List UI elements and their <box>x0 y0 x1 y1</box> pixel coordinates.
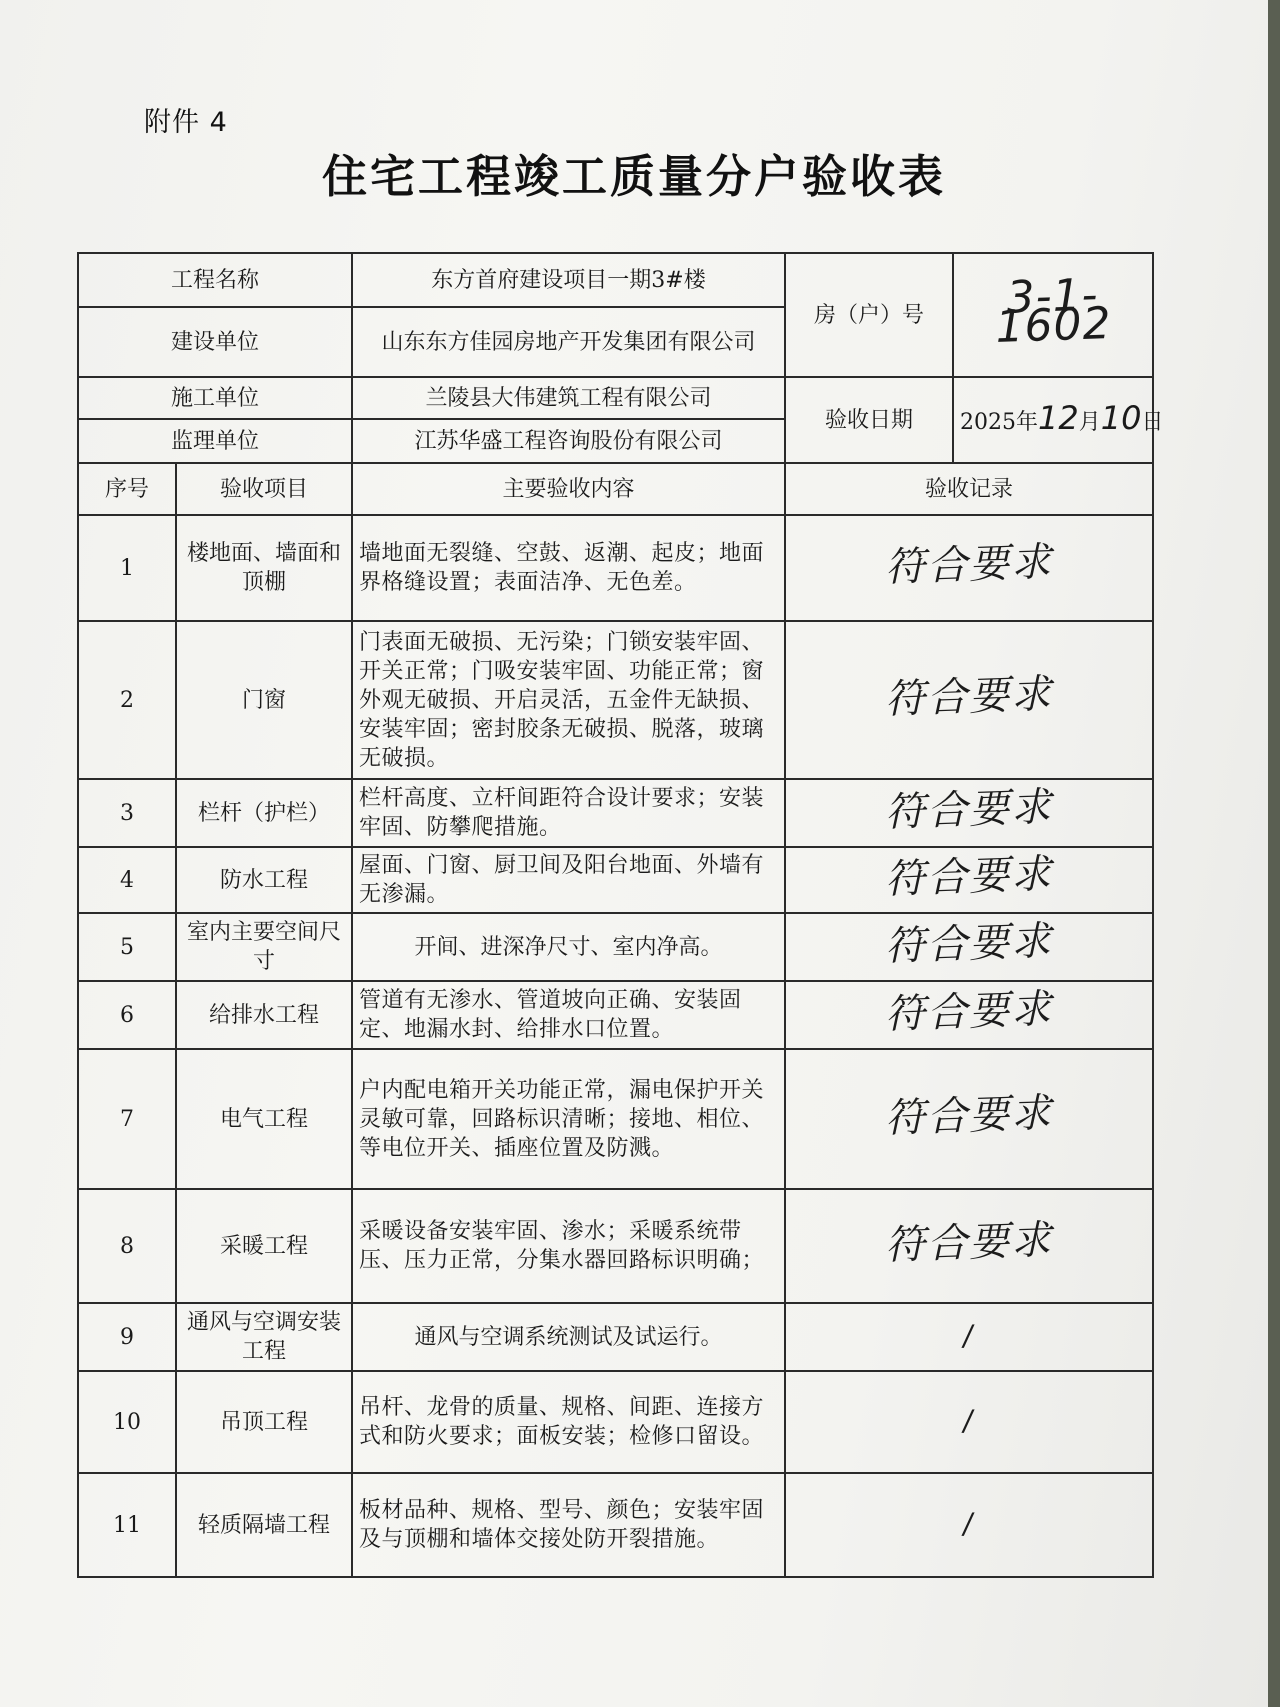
row-item: 通风与空调安装工程 <box>176 1303 352 1371</box>
row-record: / <box>962 1318 976 1353</box>
row-record: 符合要求 <box>884 985 1054 1038</box>
row-record: 符合要求 <box>884 670 1054 723</box>
date-month: 12 <box>1038 398 1079 437</box>
info-row-project <box>78 253 1153 307</box>
room-value: 3-1-1602 <box>994 269 1113 353</box>
column-header-no: 序号 <box>78 463 176 515</box>
row-content: 板材品种、规格、型号、颜色；安装牢固及与顶棚和墙体交接处防开裂措施。 <box>352 1473 785 1577</box>
row-content: 吊杆、龙骨的质量、规格、间距、连接方式和防火要求；面板安装；检修口留设。 <box>352 1371 785 1473</box>
row-content: 户内配电箱开关功能正常，漏电保护开关灵敏可靠，回路标识清晰；接地、相位、等电位开关、插座位置及防溅。 <box>352 1049 785 1189</box>
table-row <box>78 515 1153 621</box>
row-no: 8 <box>78 1189 176 1303</box>
row-record-cell <box>785 981 1153 1049</box>
row-item: 吊顶工程 <box>176 1371 352 1473</box>
date-day: 10 <box>1100 398 1142 437</box>
table-row <box>78 981 1153 1049</box>
row-item: 栏杆（护栏） <box>176 779 352 847</box>
row-record-cell <box>785 913 1153 981</box>
supervisor-value: 江苏华盛工程咨询股份有限公司 <box>352 419 785 463</box>
row-record: 符合要求 <box>884 783 1054 836</box>
table-row <box>78 621 1153 779</box>
row-no: 11 <box>78 1473 176 1577</box>
row-record-cell <box>785 1371 1153 1473</box>
date-value-cell <box>953 377 1164 463</box>
row-item: 采暖工程 <box>176 1189 352 1303</box>
supervisor-label: 监理单位 <box>78 419 352 463</box>
table-row <box>78 913 1153 981</box>
row-record-cell <box>785 1303 1153 1371</box>
row-record-cell <box>785 515 1153 621</box>
row-no: 9 <box>78 1303 176 1371</box>
row-content: 开间、进深净尺寸、室内净高。 <box>352 913 785 981</box>
date-day-unit: 日 <box>1141 409 1164 435</box>
date-label: 验收日期 <box>785 377 953 463</box>
row-item: 防水工程 <box>176 847 352 913</box>
table-row <box>78 1049 1153 1189</box>
row-no: 3 <box>78 779 176 847</box>
row-item: 楼地面、墙面和顶棚 <box>176 515 352 621</box>
column-header-row <box>78 463 1153 515</box>
info-row-contractor <box>78 377 1153 419</box>
row-record: 符合要求 <box>884 1089 1054 1142</box>
row-record-cell <box>785 1049 1153 1189</box>
table-row <box>78 1303 1153 1371</box>
row-content: 采暖设备安装牢固、渗水；采暖系统带压、压力正常，分集水器回路标识明确； <box>352 1189 785 1303</box>
table-row <box>78 1371 1153 1473</box>
builder-label: 建设单位 <box>78 307 352 377</box>
contractor-label: 施工单位 <box>78 377 352 419</box>
row-record: / <box>962 1506 976 1541</box>
column-header-content: 主要验收内容 <box>352 463 785 515</box>
row-record: 符合要求 <box>884 538 1054 591</box>
row-no: 6 <box>78 981 176 1049</box>
room-value-cell <box>953 253 1153 377</box>
row-no: 2 <box>78 621 176 779</box>
row-item: 门窗 <box>176 621 352 779</box>
row-content: 栏杆高度、立杆间距符合设计要求；安装牢固、防攀爬措施。 <box>352 779 785 847</box>
date-month-unit: 月 <box>1078 409 1101 435</box>
row-content: 通风与空调系统测试及试运行。 <box>352 1303 785 1371</box>
row-record: / <box>962 1403 976 1438</box>
row-content: 屋面、门窗、厨卫间及阳台地面、外墙有无渗漏。 <box>352 847 785 913</box>
row-content: 管道有无渗水、管道坡向正确、安装固定、地漏水封、给排水口位置。 <box>352 981 785 1049</box>
row-no: 1 <box>78 515 176 621</box>
table-row <box>78 847 1153 913</box>
room-label: 房（户）号 <box>785 253 953 377</box>
row-no: 5 <box>78 913 176 981</box>
row-no: 4 <box>78 847 176 913</box>
row-record: 符合要求 <box>884 1216 1054 1269</box>
row-item: 电气工程 <box>176 1049 352 1189</box>
inspection-table <box>77 252 1164 1578</box>
row-content: 门表面无破损、无污染；门锁安装牢固、开关正常；门吸安装牢固、功能正常；窗外观无破损、开启灵活，五金件无缺损、 安装牢固；密封胶条无破损、脱落，玻璃无破损。 <box>352 621 785 779</box>
row-no: 7 <box>78 1049 176 1189</box>
row-item: 轻质隔墙工程 <box>176 1473 352 1577</box>
row-item: 室内主要空间尺寸 <box>176 913 352 981</box>
row-content: 墙地面无裂缝、空鼓、返潮、起皮；地面界格缝设置；表面洁净、无色差。 <box>352 515 785 621</box>
row-item: 给排水工程 <box>176 981 352 1049</box>
row-record-cell <box>785 779 1153 847</box>
table-row <box>78 1189 1153 1303</box>
column-header-record: 验收记录 <box>785 463 1153 515</box>
column-header-item: 验收项目 <box>176 463 352 515</box>
builder-value: 山东东方佳园房地产开发集团有限公司 <box>352 307 785 377</box>
row-record-cell <box>785 1189 1153 1303</box>
project-name-value: 东方首府建设项目一期3#楼 <box>352 253 785 307</box>
table-row <box>78 779 1153 847</box>
attachment-label: 附件 4 <box>144 107 228 138</box>
row-record-cell <box>785 621 1153 779</box>
row-record: 符合要求 <box>884 850 1054 903</box>
row-no: 10 <box>78 1371 176 1473</box>
table-row <box>78 1473 1153 1577</box>
page-title: 住宅工程竣工质量分户验收表 <box>321 150 946 203</box>
row-record-cell <box>785 847 1153 913</box>
project-name-label: 工程名称 <box>78 253 352 307</box>
row-record-cell <box>785 1473 1153 1577</box>
contractor-value: 兰陵县大伟建筑工程有限公司 <box>352 377 785 419</box>
date-year: 2025年 <box>960 409 1039 435</box>
row-record: 符合要求 <box>884 917 1054 970</box>
